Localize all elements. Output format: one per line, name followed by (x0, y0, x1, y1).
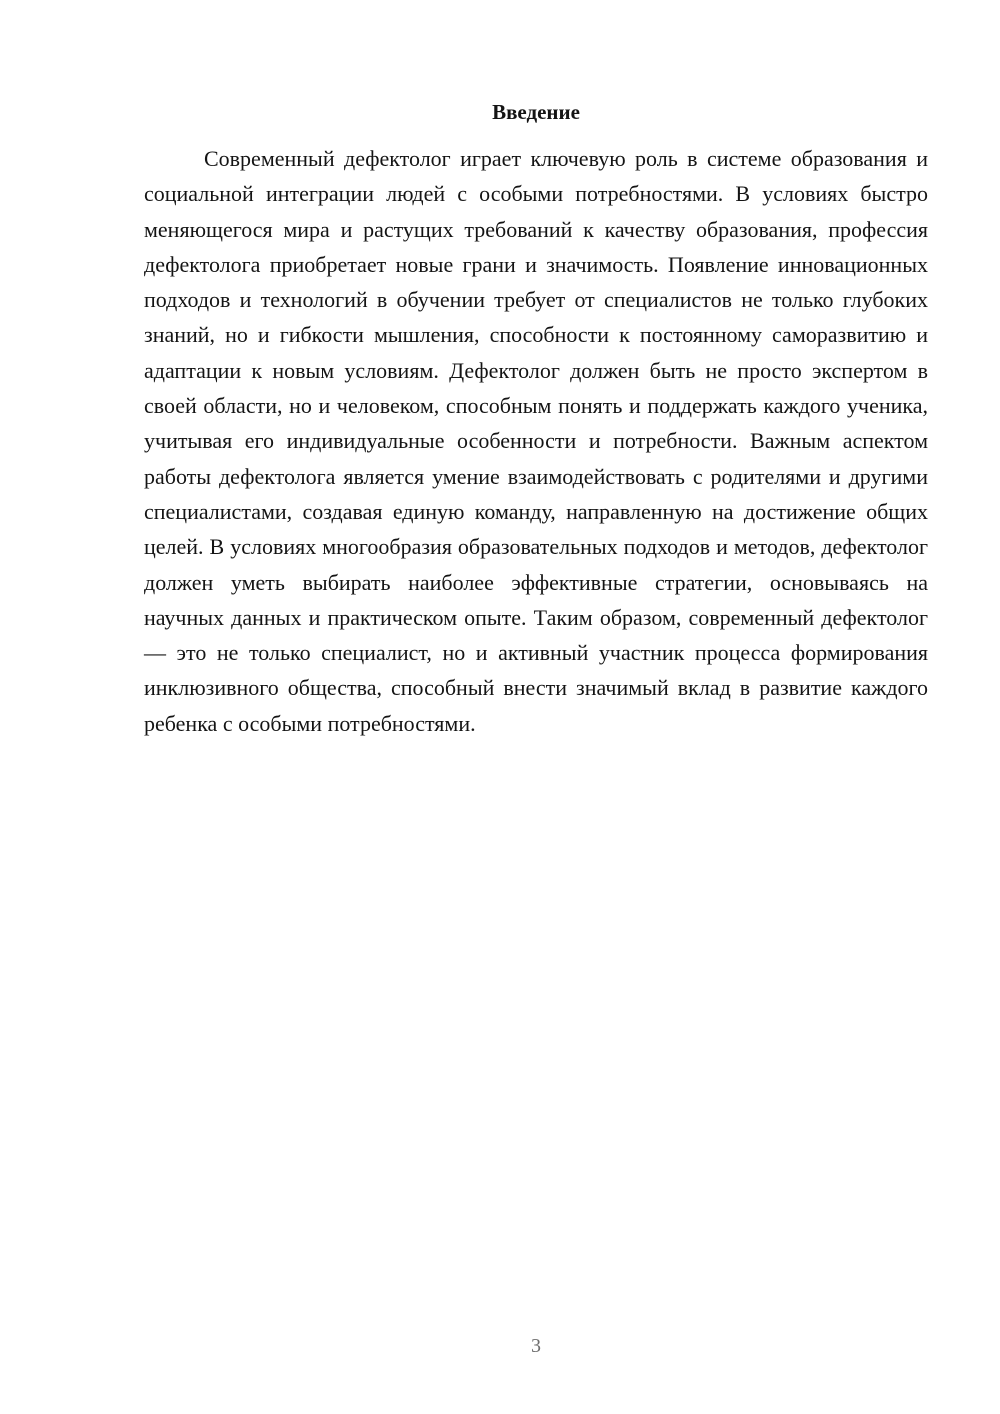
section-title: Введение (492, 100, 580, 124)
page-number: 3 (531, 1335, 541, 1357)
body-paragraph: Современный дефектолог играет ключевую роль в системе образования и социальной интеграции людей с особыми потребностями. В условиях быстро меняющегося мира и растущих требований к качеству образования, профессия дефектолога приобретает новые грани и значимость. Появление инновационных подходов и технологий в обучении требует от специалистов не только глубоких знаний, но и гибкости мышления, способности к постоянному саморазвитию и адаптации к новым условиям. Дефектолог должен быть не просто экспертом в своей области, но и человеком, способным понять и поддержать каждого ученика, учитывая его индивидуальные особенности и потребности. Важным аспектом работы дефектолога является умение взаимодействовать с родителями и другими специалистами, создавая единую команду, направленную на достижение общих целей. В условиях многообразия образовательных подходов и методов, дефектолог должен уметь выбирать наиболее эффективные стратегии, основываясь на научных данных и практическом опыте. Таким образом, современный дефектолог — это не только специалист, но и активный участник процесса формирования инклюзивного общества, способный внести значимый вклад в развитие каждого ребенка с особыми потребностями. (144, 146, 928, 736)
